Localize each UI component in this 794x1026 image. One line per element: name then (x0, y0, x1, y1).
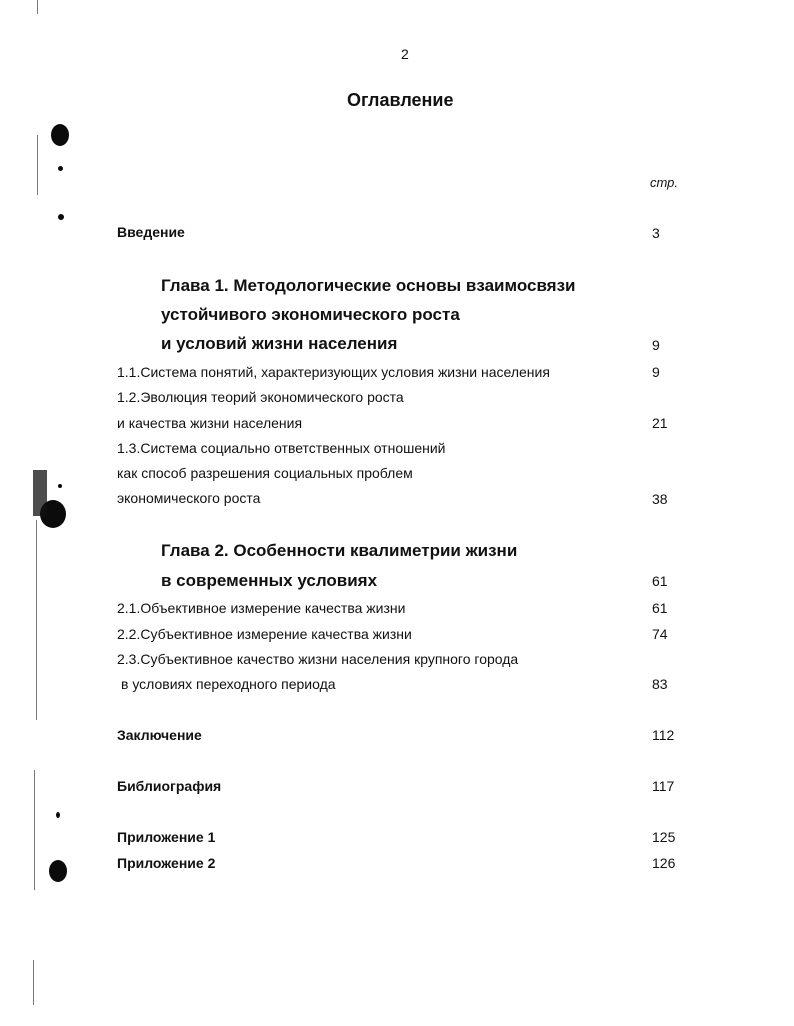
scan-margin-line (36, 520, 37, 720)
scan-speck (58, 214, 64, 220)
toc-entry-1-2-line-2: и качества жизни населения (117, 415, 303, 431)
toc-entry-2-1: 2.1.Объективное измерение качества жизни (117, 600, 406, 616)
toc-page-conclusion: 112 (652, 727, 675, 743)
chapter-1-heading-line-2: устойчивого экономического роста (161, 305, 460, 324)
scan-margin-line (33, 960, 34, 1005)
toc-page-1-3: 38 (652, 491, 668, 507)
toc-entry-introduction: Введение (117, 224, 185, 240)
scan-margin-line (37, 135, 38, 195)
scan-speck (58, 166, 63, 171)
scan-margin-line (34, 770, 35, 890)
scan-punch-hole (49, 860, 67, 882)
toc-title: Оглавление (347, 90, 454, 110)
toc-entry-2-2: 2.2.Субъективное измерение качества жизни (117, 626, 412, 642)
toc-entry-1-1: 1.1.Система понятий, характеризующих условия жизни населения (117, 364, 550, 380)
scan-speck (56, 812, 60, 818)
toc-page-introduction: 3 (652, 225, 660, 241)
toc-page-appendix-1: 125 (652, 829, 676, 845)
toc-entry-1-2-line-1: 1.2.Эволюция теорий экономического роста (117, 389, 404, 405)
toc-page-2-2: 74 (652, 626, 668, 642)
scan-margin-line (37, 0, 38, 14)
page-number: 2 (401, 46, 409, 62)
toc-entry-2-3-line-2: в условиях переходного периода (121, 676, 336, 692)
page-column-label: стр. (650, 175, 679, 190)
toc-page-2-1: 61 (652, 600, 668, 616)
toc-page-2-3: 83 (652, 676, 668, 692)
toc-entry-appendix-1: Приложение 1 (117, 829, 216, 845)
chapter-2-heading-line-1: Глава 2. Особенности квалиметрии жизни (161, 541, 518, 560)
chapter-2-heading-line-2: в современных условиях (161, 571, 378, 590)
toc-page-chapter-2: 61 (652, 573, 668, 589)
scan-speck (58, 484, 62, 488)
toc-page-chapter-1: 9 (652, 337, 660, 353)
toc-page-1-2: 21 (652, 415, 668, 431)
toc-entry-1-3-line-3: экономического роста (117, 490, 261, 506)
chapter-1-heading-line-3: и условий жизни населения (161, 334, 398, 353)
toc-entry-bibliography: Библиография (117, 778, 222, 794)
toc-entry-appendix-2: Приложение 2 (117, 855, 216, 871)
chapter-1-heading-line-1: Глава 1. Методологические основы взаимосвязи (161, 276, 576, 295)
toc-entry-1-3-line-1: 1.3.Система социально ответственных отношений (117, 440, 446, 456)
scan-smudge (33, 470, 47, 516)
toc-entry-1-3-line-2: как способ разрешения социальных проблем (117, 465, 413, 481)
toc-page-bibliography: 117 (652, 778, 675, 794)
toc-entry-conclusion: Заключение (117, 727, 202, 743)
toc-page-1-1: 9 (652, 364, 660, 380)
scan-punch-hole (51, 124, 69, 146)
toc-page-appendix-2: 126 (652, 855, 676, 871)
toc-entry-2-3-line-1: 2.3.Субъективное качество жизни населения крупного города (117, 651, 519, 667)
